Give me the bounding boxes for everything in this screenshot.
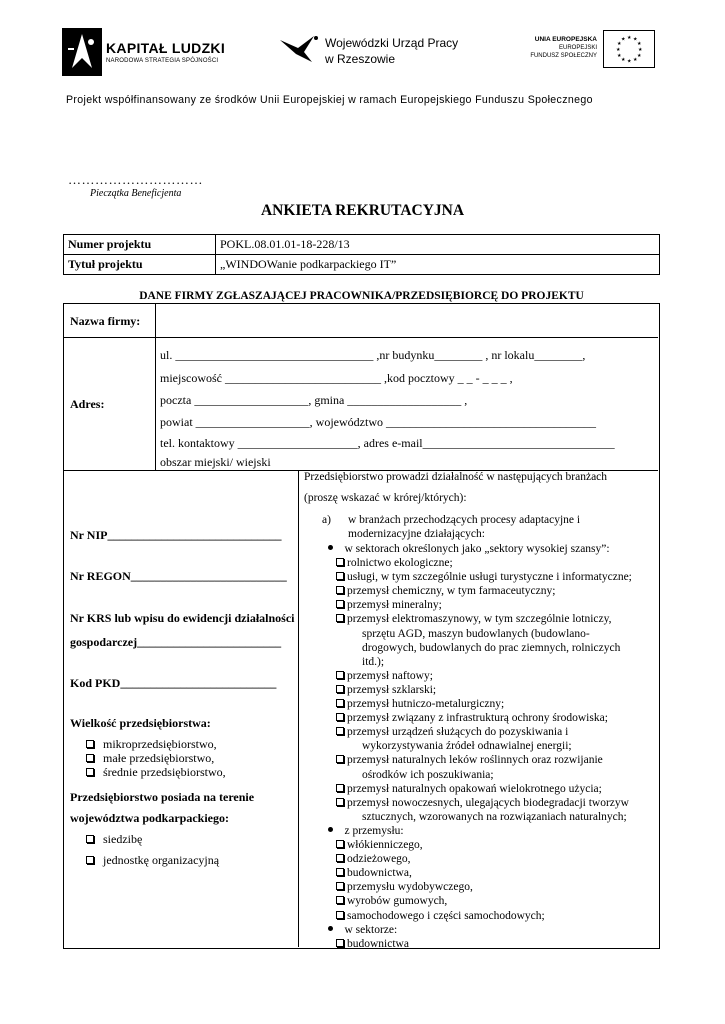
sector-label: przemysł nowoczesnych, ulegających biodegradacji tworzyw bbox=[347, 796, 629, 809]
checkbox-icon[interactable] bbox=[336, 572, 344, 580]
sector-label: przemysł urządzeń służących do pozyskiwania i bbox=[347, 726, 569, 739]
sector-label-cont: wykorzystywania źródeł odnawialnej energii; bbox=[362, 740, 572, 753]
wup-bird-icon bbox=[278, 32, 322, 66]
sector-item[interactable] bbox=[336, 712, 608, 724]
sector-label: przemysł chemiczny, w tym farmaceutyczny; bbox=[347, 585, 556, 598]
svg-text:★: ★ bbox=[621, 36, 626, 43]
sector-item[interactable] bbox=[336, 585, 555, 597]
sector-label-cont: sztucznych, wzorowanych na rozwiązaniach naturalnych; bbox=[362, 810, 627, 823]
address-street-line[interactable]: ul. _________________________________ ,nr budynku________ , nr lokalu________, bbox=[160, 348, 586, 362]
bullet-icon bbox=[328, 827, 333, 832]
sector-item-continued bbox=[362, 769, 494, 781]
divider bbox=[298, 470, 299, 947]
svg-text:★: ★ bbox=[617, 41, 622, 47]
checkbox-icon[interactable] bbox=[336, 854, 344, 862]
size-option-label: małe przedsiębiorstwo, bbox=[103, 751, 215, 765]
page-title: ANKIETA REKRUTACYJNA bbox=[260, 202, 465, 219]
bullet-icon bbox=[328, 545, 333, 550]
ue-line3: FUNDUSZ SPOŁECZNY bbox=[530, 53, 597, 59]
svg-text:★: ★ bbox=[627, 35, 632, 41]
cofinancing-note: Projekt współfinansowany ze środków Unii Europejskiej w ramach Europejskiego Funduszu Społecznego bbox=[66, 94, 593, 106]
divider bbox=[64, 337, 658, 338]
location-option-label: siedzibę bbox=[103, 832, 143, 846]
industry-item[interactable] bbox=[336, 881, 473, 893]
checkbox-icon[interactable] bbox=[336, 840, 344, 848]
checkbox-icon[interactable] bbox=[86, 835, 94, 843]
checkbox-icon[interactable] bbox=[336, 713, 344, 721]
industry-item[interactable] bbox=[336, 910, 545, 922]
regon-field[interactable]: Nr REGON__________________________ bbox=[70, 569, 287, 583]
checkbox-icon[interactable] bbox=[86, 740, 94, 748]
sector-label-cont: sprzętu AGD, maszyn budowlanych (budowlano- bbox=[362, 627, 590, 640]
sector-item[interactable] bbox=[336, 797, 629, 809]
sector-item-continued bbox=[362, 642, 620, 654]
logo-kapital-ludzki bbox=[62, 28, 226, 76]
kapital-ludzki-subtitle: NARODOWA STRATEGIA SPÓJNOŚCI bbox=[106, 58, 219, 64]
sector-item-label: budownictwa bbox=[347, 937, 409, 950]
svg-text:★: ★ bbox=[637, 53, 642, 59]
option-a-line2: modernizacyjne działających: bbox=[348, 528, 485, 540]
industry-label: samochodowego i części samochodowych; bbox=[347, 909, 545, 922]
location-label-line2: województwa podkarpackiego: bbox=[70, 811, 229, 825]
sector-label: przemysł szklarski; bbox=[347, 683, 437, 696]
sector-item[interactable] bbox=[336, 613, 612, 625]
sector-label: przemysł hutniczo-metalurgiczny; bbox=[347, 698, 505, 710]
sector-label-cont: drogowych, budowlanych do prac ziemnych, rolniczych bbox=[362, 641, 621, 654]
project-title-label: Tytuł projektu bbox=[64, 255, 216, 275]
sector-item-building[interactable] bbox=[336, 938, 409, 950]
sector-heading-text: w sektorze: bbox=[344, 923, 398, 936]
project-number-label: Numer projektu bbox=[64, 235, 216, 255]
sector-item[interactable] bbox=[336, 726, 568, 738]
project-number-row bbox=[64, 235, 660, 255]
svg-text:★: ★ bbox=[627, 58, 632, 65]
option-a-marker: a) bbox=[322, 514, 331, 526]
industry-item[interactable] bbox=[336, 895, 447, 907]
industries-intro-line2: (proszę wskazać w krórej/których): bbox=[304, 492, 467, 504]
sector-label-cont: itd.); bbox=[362, 655, 385, 668]
sector-item[interactable] bbox=[336, 670, 433, 682]
sector-item[interactable] bbox=[336, 557, 453, 569]
sector-item[interactable] bbox=[336, 754, 603, 766]
industry-label: budownictwa, bbox=[347, 867, 412, 880]
industry-heading-text: z przemysłu: bbox=[344, 824, 404, 837]
company-size-label: Wielkość przedsiębiorstwa: bbox=[70, 716, 211, 730]
sectors-heading-text: w sektorach określonych jako „sektory wysokiej szansy”: bbox=[344, 543, 610, 555]
logo-unia-europejska bbox=[517, 30, 655, 70]
size-option-small[interactable] bbox=[86, 751, 214, 766]
checkbox-icon[interactable] bbox=[86, 768, 94, 776]
checkbox-icon[interactable] bbox=[336, 798, 344, 806]
sector-item[interactable] bbox=[336, 698, 504, 710]
checkbox-icon[interactable] bbox=[336, 868, 344, 876]
sector-item-continued bbox=[362, 628, 590, 640]
industry-label: odzieżowego, bbox=[347, 853, 411, 866]
wup-name-line2: w Rzeszowie bbox=[325, 52, 396, 66]
checkbox-icon[interactable] bbox=[336, 784, 344, 792]
option-a-line1: w branżach przechodzących procesy adaptacyjne i bbox=[348, 514, 581, 526]
location-option-label: jednostkę organizacyjną bbox=[103, 853, 220, 867]
sector-label-cont: ośrodków ich poszukiwania; bbox=[362, 768, 494, 781]
kapital-ludzki-title: KAPITAŁ LUDZKI bbox=[106, 40, 226, 56]
svg-text:★: ★ bbox=[633, 57, 638, 63]
location-option-hq[interactable] bbox=[86, 832, 142, 847]
checkbox-icon[interactable] bbox=[336, 882, 344, 890]
industries-intro-line1: Przedsiębiorstwo prowadzi działalność w następujących branżach bbox=[304, 471, 608, 483]
industry-label: wyrobów gumowych, bbox=[347, 895, 448, 908]
sector-label: przemysł naftowy; bbox=[347, 669, 433, 682]
stamp-dots: ………………………… bbox=[68, 172, 203, 187]
sector-label: przemysł naturalnych opakowań wielokrotnego użycia; bbox=[347, 782, 602, 795]
checkbox-icon[interactable] bbox=[336, 939, 344, 947]
sectors-heading bbox=[328, 543, 610, 555]
project-title-row bbox=[64, 255, 660, 275]
sector-label: usługi, w tym szczególnie usługi turystyczne i informatyczne; bbox=[347, 571, 632, 584]
sector-item[interactable] bbox=[336, 684, 436, 696]
nip-field[interactable]: Nr NIP_____________________________ bbox=[70, 528, 282, 542]
sector-item-continued bbox=[362, 656, 384, 668]
section-title: DANE FIRMY ZGŁASZAJĄCEJ PRACOWNIKA/PRZEDSIĘBIORCĘ DO PROJEKTU bbox=[139, 290, 584, 302]
krs-field[interactable]: gospodarczej________________________ bbox=[70, 635, 282, 649]
industry-item[interactable] bbox=[336, 839, 423, 851]
address-post-line[interactable]: poczta ___________________, gmina ___________________ , bbox=[160, 393, 468, 407]
checkbox-icon[interactable] bbox=[336, 685, 344, 693]
kapital-ludzki-emblem-icon bbox=[62, 28, 102, 76]
pkd-field[interactable]: Kod PKD__________________________ bbox=[70, 676, 277, 690]
checkbox-icon[interactable] bbox=[336, 671, 344, 679]
checkbox-icon[interactable] bbox=[336, 614, 344, 622]
svg-text:★: ★ bbox=[633, 36, 638, 43]
address-county-line[interactable]: powiat ___________________, województwo ___________________________________ bbox=[160, 415, 596, 429]
wup-name-line1: Wojewódzki Urząd Pracy bbox=[325, 36, 459, 50]
checkbox-icon[interactable] bbox=[336, 558, 344, 566]
svg-text:★: ★ bbox=[616, 47, 621, 53]
checkbox-icon[interactable] bbox=[336, 600, 344, 608]
location-label-line1: Przedsiębiorstwo posiada na terenie bbox=[70, 790, 255, 804]
company-name-field[interactable] bbox=[158, 306, 656, 335]
divider bbox=[155, 304, 156, 470]
address-area-line[interactable]: obszar miejski/ wiejski bbox=[160, 455, 271, 469]
checkbox-icon[interactable] bbox=[86, 856, 94, 864]
sector-heading bbox=[328, 924, 397, 936]
svg-text:★: ★ bbox=[621, 57, 626, 63]
location-option-unit[interactable] bbox=[86, 853, 219, 868]
company-name-label: Nazwa firmy: bbox=[70, 314, 141, 328]
svg-text:★: ★ bbox=[637, 41, 642, 47]
checkbox-icon[interactable] bbox=[86, 754, 94, 762]
checkbox-icon[interactable] bbox=[336, 896, 344, 904]
sector-label: przemysł mineralny; bbox=[347, 599, 442, 612]
industries-column bbox=[302, 470, 658, 948]
address-label: Adres: bbox=[70, 397, 105, 411]
address-city-line[interactable]: miejscowość __________________________ ,kod pocztowy _ _ - _ _ _ , bbox=[160, 371, 513, 385]
ue-line1: UNIA EUROPEJSKA bbox=[534, 36, 597, 43]
ue-line2: EUROPEJSKI bbox=[558, 45, 597, 51]
bullet-icon bbox=[328, 926, 333, 931]
industry-item[interactable] bbox=[336, 867, 412, 879]
size-option-micro[interactable] bbox=[86, 737, 217, 752]
sector-item[interactable] bbox=[336, 571, 632, 583]
sector-label: przemysł związany z infrastrukturą ochrony środowiska; bbox=[347, 712, 608, 725]
project-title-value: „WINDOWanie podkarpackiego IT” bbox=[216, 255, 660, 275]
industry-label: włókienniczego, bbox=[347, 839, 423, 851]
address-contact-line[interactable]: tel. kontaktowy ____________________, adres e-mail________________________________ bbox=[160, 436, 615, 450]
industry-heading bbox=[328, 825, 404, 837]
size-option-medium[interactable] bbox=[86, 765, 226, 780]
industry-label: przemysłu wydobywczego, bbox=[347, 881, 473, 894]
sector-item[interactable] bbox=[336, 783, 602, 795]
checkbox-icon[interactable] bbox=[336, 755, 344, 763]
krs-label-line1: Nr KRS lub wpisu do ewidencji działalności bbox=[70, 611, 295, 625]
sector-label: przemysł elektromaszynowy, w tym szczególnie lotniczy, bbox=[347, 613, 612, 626]
sector-item-continued bbox=[362, 740, 572, 752]
svg-text:★: ★ bbox=[617, 53, 622, 59]
checkbox-icon[interactable] bbox=[336, 727, 344, 735]
stamp-label: Pieczątka Beneficjenta bbox=[90, 188, 182, 199]
size-option-label: średnie przedsiębiorstwo, bbox=[103, 765, 226, 779]
logo-wup-rzeszow bbox=[278, 30, 478, 70]
checkbox-icon[interactable] bbox=[336, 586, 344, 594]
ue-text bbox=[517, 36, 597, 60]
industry-item[interactable] bbox=[336, 853, 411, 865]
checkbox-icon[interactable] bbox=[336, 699, 344, 707]
sector-label: przemysł naturalnych leków roślinnych oraz rozwijanie bbox=[347, 754, 603, 767]
svg-text:★: ★ bbox=[638, 47, 643, 53]
sector-label: rolnictwo ekologiczne; bbox=[347, 557, 453, 569]
sector-item-continued bbox=[362, 811, 627, 823]
project-table bbox=[63, 234, 660, 275]
project-number-value: POKL.08.01.01-18-228/13 bbox=[216, 235, 660, 255]
eu-flag-icon bbox=[603, 30, 655, 68]
size-option-label: mikroprzedsiębiorstwo, bbox=[103, 737, 217, 751]
sector-item[interactable] bbox=[336, 599, 442, 611]
checkbox-icon[interactable] bbox=[336, 911, 344, 919]
company-form-grid bbox=[63, 303, 660, 949]
